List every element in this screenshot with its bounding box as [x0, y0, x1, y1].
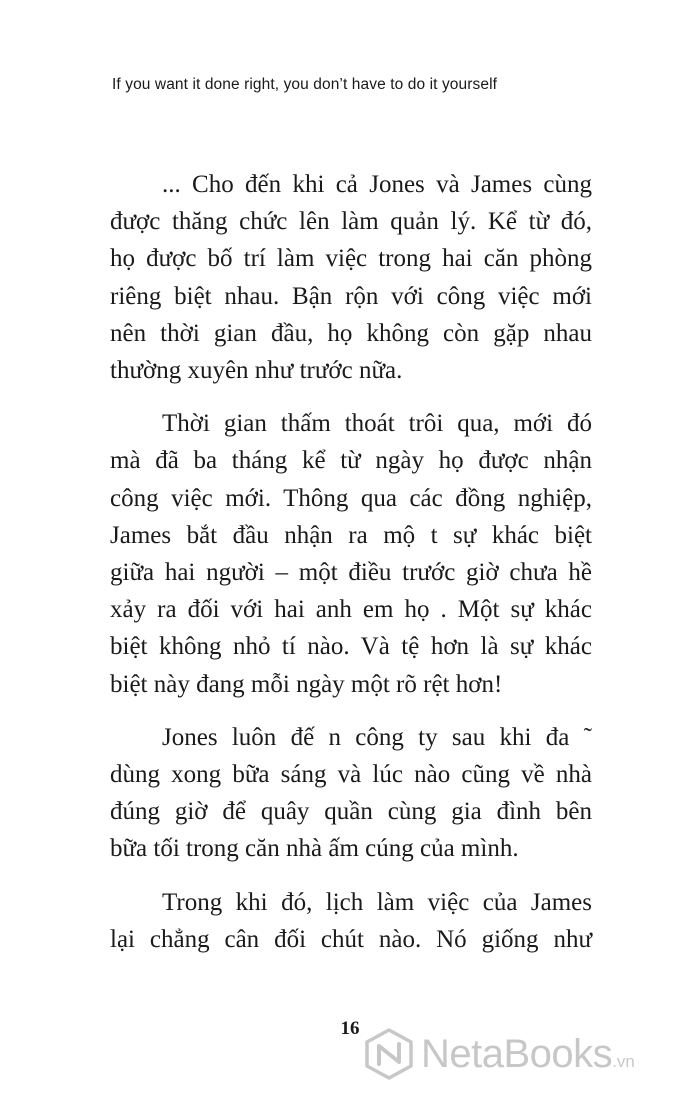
body-text — [110, 166, 592, 974]
text-line: Trong khi đó, lịch làm việc của James — [162, 888, 592, 916]
text-line: biệt không nhỏ tí nào. Và tệ hơn là sự khác — [110, 633, 592, 661]
watermark-text — [421, 1032, 635, 1077]
text-line: họ được bố trí làm việc trong hai căn phòng — [110, 245, 592, 273]
running-head: If you want it done right, you don’t have to do it yourself — [112, 76, 498, 93]
text-line: Jones luôn đế n công ty sau khi đa ˜ — [162, 723, 592, 751]
text-line: giữa hai người – một điều trước giờ chưa hề — [110, 559, 592, 587]
text-line: bữa tối trong căn nhà ấm cúng của mình. — [110, 835, 519, 863]
text-line: dùng xong bữa sáng và lúc nào cũng về nhà — [110, 761, 592, 789]
text-line: ... Cho đến khi cả Jones và James cùng — [162, 171, 592, 198]
paragraph-1 — [110, 166, 592, 389]
text-line: riêng biệt nhau. Bận rộn với công việc mới — [110, 282, 592, 310]
text-line: James bắt đầu nhận ra mộ t sự khác biệt — [110, 521, 592, 549]
text-line: thường xuyên như trước nữa. — [110, 357, 403, 385]
text-line: Thời gian thấm thoát trôi qua, mới đó — [162, 410, 592, 438]
text-line: đúng giờ để quây quần cùng gia đình bên — [110, 798, 592, 826]
text-line: được thăng chức lên làm quản lý. Kể từ đó, — [110, 208, 592, 236]
netabooks-logo-icon — [363, 1028, 415, 1080]
text-line: lại chẳng cân đối chút nào. Nó giống như — [110, 925, 592, 953]
text-line: mà đã ba tháng kể từ ngày họ được nhận — [110, 447, 592, 475]
paragraph-2 — [110, 405, 592, 703]
paragraph-4 — [110, 884, 592, 958]
watermark-brand: NetaBooks — [421, 1031, 613, 1076]
paragraph-3 — [110, 719, 592, 868]
text-line: công việc mới. Thông qua các đồng nghiệp, — [110, 484, 592, 512]
watermark-suffix: .vn — [612, 1051, 635, 1071]
page-number: 16 — [340, 1018, 360, 1039]
text-line: biệt này đang mỗi ngày một rõ rệt hơn! — [110, 670, 503, 698]
text-line: nên thời gian đầu, họ không còn gặp nhau — [110, 319, 592, 347]
watermark — [363, 1028, 635, 1080]
text-line: xảy ra đối với hai anh em họ . Một sự khác — [110, 596, 592, 624]
